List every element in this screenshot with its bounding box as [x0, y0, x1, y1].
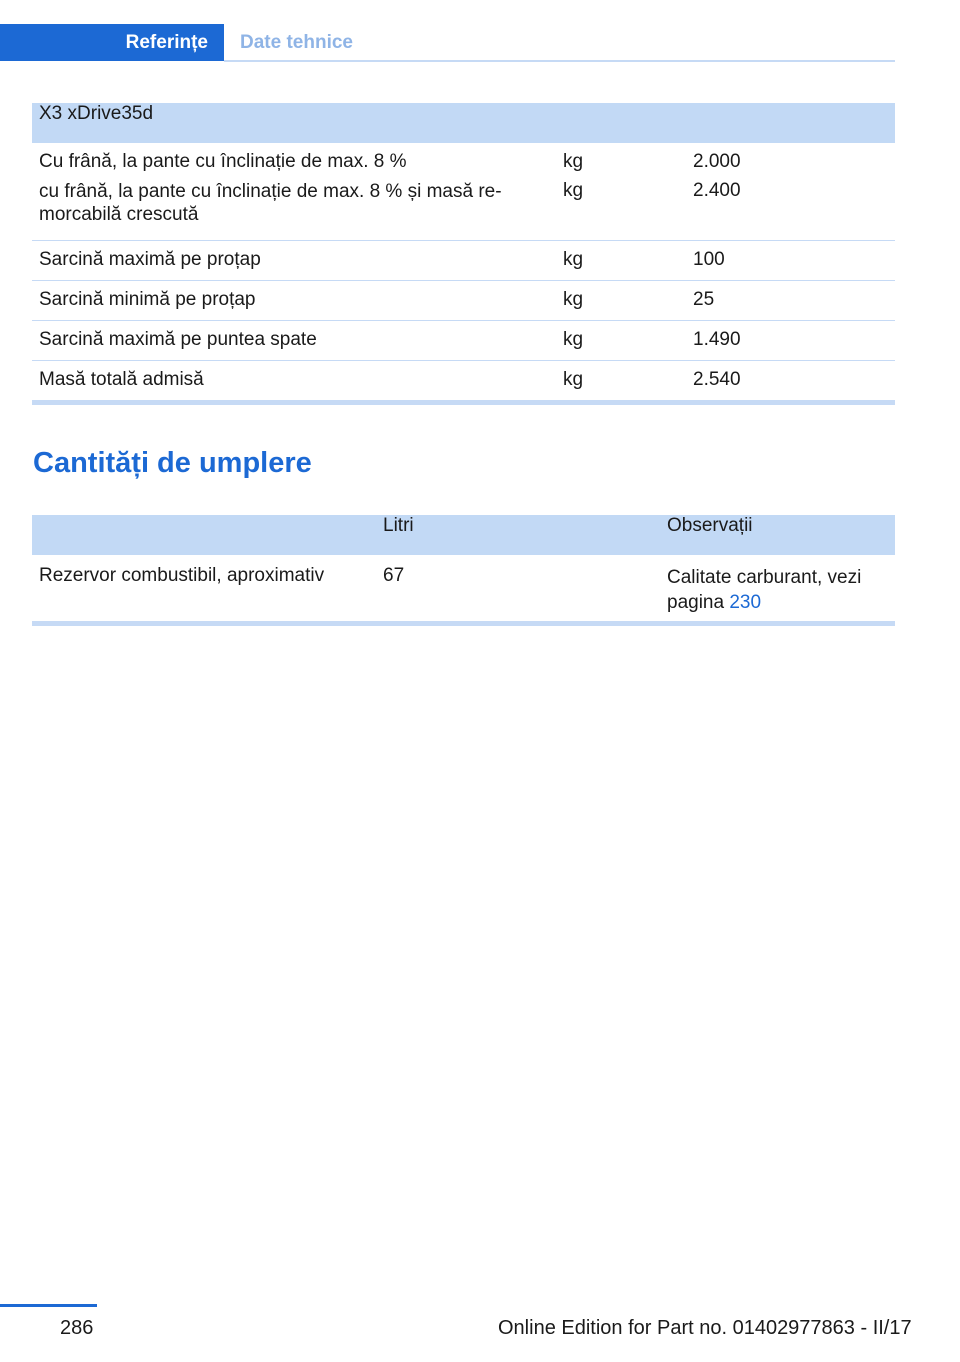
- tab-date-tehnice[interactable]: Date tehnice: [240, 31, 353, 53]
- row-label: Sarcină minimă pe proțap: [32, 280, 556, 320]
- table-row: [32, 280, 895, 320]
- page-header: [0, 24, 895, 62]
- page-link[interactable]: 230: [729, 592, 762, 613]
- row-unit: kg: [556, 280, 686, 320]
- table-row: [32, 360, 895, 402]
- edition-text: Online Edition for Part no. 01402977863 - II/17: [498, 1317, 912, 1339]
- row-unit: kg: [556, 320, 686, 360]
- table-header-row: [32, 103, 895, 143]
- row-unit: kg: [556, 176, 686, 240]
- header-liters: Litri: [383, 515, 414, 536]
- row-value: 25: [686, 280, 895, 320]
- row-value: 2.000: [693, 151, 741, 172]
- row-value: 2.540: [686, 360, 895, 402]
- table-row: [32, 320, 895, 360]
- row-unit: kg: [556, 360, 686, 402]
- table-header-row: [32, 515, 895, 555]
- table-row: [32, 240, 895, 280]
- table-title: X3 xDrive35d: [39, 103, 154, 124]
- notes-text: Calitate carburant, vezi pagina: [667, 567, 862, 613]
- row-liters: 67: [376, 555, 660, 623]
- row-notes: [660, 555, 895, 623]
- section-title: Cantități de umplere: [33, 447, 312, 479]
- row-value: 100: [686, 240, 895, 280]
- row-label: Sarcină maximă pe proțap: [32, 240, 556, 280]
- header-empty: [32, 515, 376, 555]
- row-value: 2.400: [686, 176, 895, 240]
- row-value: 1.490: [686, 320, 895, 360]
- row-unit: kg: [563, 151, 584, 172]
- tab-referinte[interactable]: Referințe: [0, 24, 224, 61]
- row-label: Sarcină maximă pe puntea spate: [32, 320, 556, 360]
- row-label: Masă totală admisă: [32, 360, 556, 402]
- header-divider: [224, 60, 895, 62]
- trailer-load-table: [32, 103, 895, 405]
- table-row: [32, 176, 895, 240]
- table-row: [32, 143, 895, 176]
- page-number: 286: [60, 1317, 94, 1339]
- footer-accent-line: [0, 1304, 97, 1307]
- row-label: cu frână, la pante cu înclinație de max. 8 % și masă re- morcabilă crescută: [32, 176, 556, 240]
- header-notes: Observații: [667, 515, 753, 536]
- fill-quantities-table: [32, 515, 895, 626]
- row-label: Rezervor combustibil, aproximativ: [32, 555, 376, 623]
- table-row: [32, 555, 895, 623]
- row-label: Cu frână, la pante cu înclinație de max. 8 %: [39, 151, 407, 172]
- row-unit: kg: [556, 240, 686, 280]
